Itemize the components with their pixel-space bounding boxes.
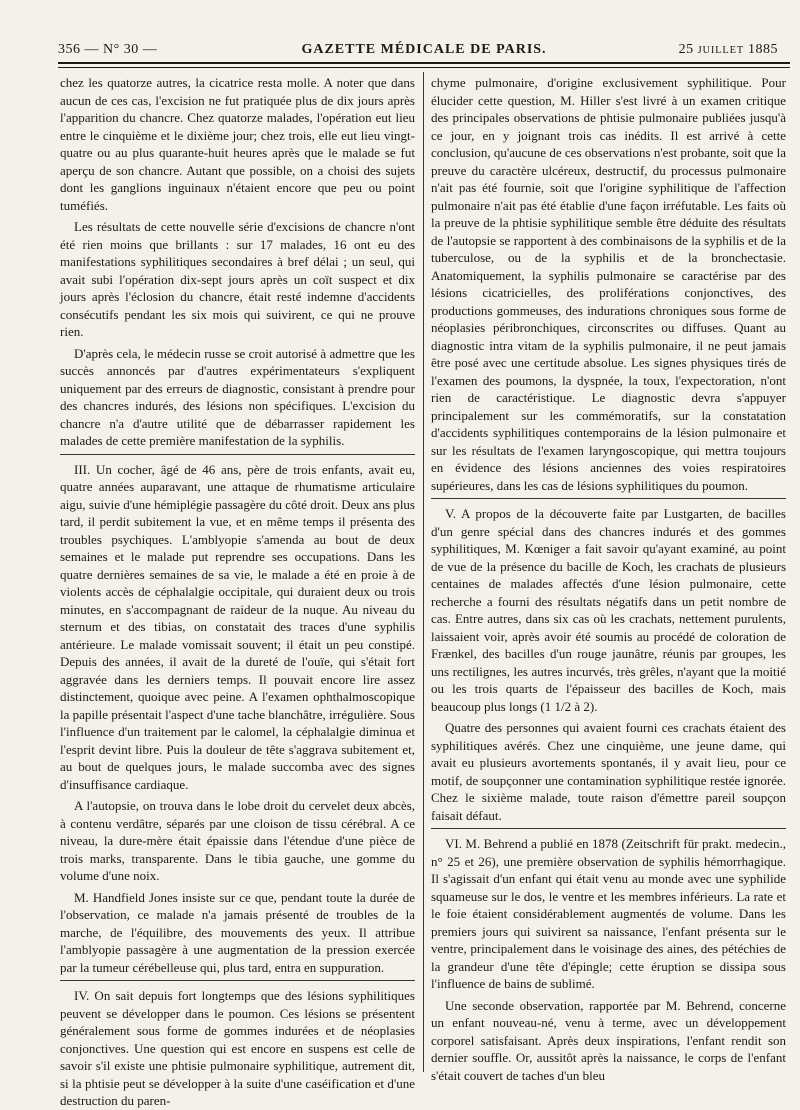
section-v: V. A propos de la découverte faite par Lustgarten, de bacilles d'un genre spécial dans des chancres indurés et des gommes syphilitiques, M. Kœniger a fait savoir qu'ayant examiné, au point de vue de la présence du bacille de Koch, les crachats de plusieurs centaines de malades affectés d'une lésion pulmonaire, cette recherche a fourni des résultats négatifs dans un petit nombre de cas. Entre autres, dans six cas où les crachats, nettement purulents, laissaient voir, après avoir été soumis au procédé de coloration de Frænkel, des bacilles d'un rouge jaunâtre, réunis par groupes, les uns rectilignes, les autres incurvés, très grêles, n'ayant que la moitié ou les trois quarts de l'épaisseur des bacilles de Koch, mais beaucoup plus longs (1 1/2 à 2). (431, 506, 786, 714)
paragraph: M. Handfield Jones insiste sur ce que, pendant toute la durée de l'observation, ce malade n'a jamais présenté de troubles de la marche, de l'équilibre, des mouvements des yeux. Il attribue l'amblyopie passagère à une augmentation de la pression exercée par la tumeur cérébelleuse qui, plus tard, entra en suppuration. (60, 889, 415, 975)
paragraph: Quatre des personnes qui avaient fourni ces crachats étaient des syphilitiques avérés. Chez une cinquième, une jeune dame, qui avait eu plusieurs avortements spontanés, il y avait lieu, pour ce motif, de soupçonner une contamination syphilitique restée ignorée. Chez le sixième malade, toute raison d'émettre pareil soupçon faisait défaut. (431, 720, 786, 823)
header-rule-thin (58, 67, 790, 68)
publication-title: GAZETTE MÉDICALE DE PARIS. (301, 42, 547, 57)
issue-date (679, 42, 778, 58)
right-column (431, 74, 786, 1083)
date-month: JUILLET (697, 45, 744, 56)
section-vi: VI. M. Behrend a publié en 1878 (Zeitschrift für prakt. medecin., n° 25 et 26), une première observation de syphilis hémorrhagique. Il s'agissait d'un enfant qui était venu au monde avec une syphilide squameuse sur le dos, le ventre et les membres inférieurs. La rate et le foie étaient considérablement augmentés de volume. Dans les premiers jours qui suivirent sa naissance, l'enfant présenta sur le ventre, principalement dans le voisinage des aines, des pétéchies de la grandeur d'une tête d'épingle; cette éruption se dissipa sous l'influence de bains de sublimé. (431, 836, 786, 991)
date-day: 25 (678, 42, 694, 57)
section-separator (431, 828, 786, 829)
section-separator (60, 454, 415, 455)
header-rule-thick (58, 62, 790, 64)
date-year: 1885 (748, 42, 778, 57)
column-divider (423, 72, 424, 1072)
section-iv: IV. On sait depuis fort longtemps que des lésions syphilitiques peuvent se développer dans le poumon. Ces lésions se présentent généralement sous forme de gommes indurées et de néoplasies conjonctives. Une question qui est encore en suspens est celle de savoir s'il existe une phtisie pulmonaire syphilitique, autrement dit, si la phtisie peut se développer à la suite d'une caséification et d'une destruction du paren- (60, 988, 415, 1108)
paragraph: Une seconde observation, rapportée par M. Behrend, concerne un enfant nouveau-né, venu à terme, avec un développement corporel satisfaisant. Après deux inspirations, l'enfant rendit son dernier souffle. Or, aussitôt après la naissance, le corps de l'enfant s'était couvert de taches d'un bleu (431, 997, 786, 1083)
section-separator (431, 498, 786, 499)
left-column (60, 74, 415, 1108)
running-header (58, 42, 790, 62)
paragraph: chyme pulmonaire, d'origine exclusivement syphilitique. Pour élucider cette question, M. Hiller s'est livré à un examen critique des principales observations de phtisie pulmonaire publiées jusqu'à ce jour, en y joignant trois cas inédits. Il est arrivé à cette conclusion, qu'aucune de ces observations n'est probante, soit que la preuve du caractère ulcéreux, destructif, du processus pulmonaire n'ait pas été fournie, soit que l'origine syphilitique de l'affection pulmonaire n'ait pas été établie d'une façon irréfutable. Les faits où la preuve de la phtisie syphilitique semble être déduite des résultats de l'autopsie se rapportent à des combinaisons de la syphilis et de la tuberculose, ou de la syphilis et de la bronchectasie. Anatomiquement, la syphilis pulmonaire se caractérise par des lésions cicatricielles, des proliférations conjonctives, des productions gommeuses, des indurations chroniques sous forme de néoplasies péribronchiques, circonscrites ou diffuses. Quant au diagnostic intra vitam de la syphilis pulmonaire, il ne peut jamais être posé avec une certitude absolue. Les signes physiques tirés de l'examen des poumons, la dyspnée, la toux, l'expectoration, n'ont rien de caractéristique. Le diagnostic devra s'appuyer principalement sur les commémoratifs, sur la constatation d'accidents syphilitiques contemporains de la lésion pulmonaire et sur les résultats de l'examen laryngoscopique, qui mettra toujours en évidence des lésions anciennes des voies respiratoires supérieures, dans les cas de lésions syphilitiques du poumon. (431, 75, 786, 493)
paragraph: D'après cela, le médecin russe se croit autorisé à admettre que les succès annoncés par d'autres expérimentateurs s'expliquent uniquement par des erreurs de diagnostic, consistant à prendre pour des chancres indurés, des lésions non spécifiques. L'excision du chancre n'a d'autre utilité que de débarrasser rapidement les malades de cette première manifestation de la syphilis. (60, 345, 415, 448)
page-number: 356 — N° 30 — (58, 42, 158, 57)
paragraph: Les résultats de cette nouvelle série d'excisions de chancre n'ont été rien moins que brillants : sur 17 malades, 16 ont eu des manifestations syphilitiques secondaires à bref délai ; un seul, qui avait subi l'opération dix-sept jours après un coït suspect et dix jours après l'éclosion du chancre, était resté indemne d'accidents consécutifs pendant les six mois qui suivirent, ce qui ne prouve rien. (60, 219, 415, 339)
paragraph: chez les quatorze autres, la cicatrice resta molle. A noter que dans aucun de ces cas, l'excision ne fut pratiquée plus de dix jours après l'apparition du chancre. Chez quatorze malades, l'opération eut lieu entre le cinquième et le dixième jour; chez trois, elle eut lieu vingt-quatre ou au plus quarante-huit heures après que le malade se fut aperçu de son chancre. Autant que possible, on a choisi des sujets dont les ganglions inguinaux n'étaient encore que peu ou point tuméfiés. (60, 75, 415, 213)
section-separator (60, 980, 415, 981)
paragraph: A l'autopsie, on trouva dans le lobe droit du cervelet deux abcès, à contenu verdâtre, séparés par une cloison de tissu cérébral. A ce niveau, la dure-mère était épaissie dans l'étendue d'une pièce de trois marks, transparente. Dans le tibia gauche, une gomme du volume d'une noix. (60, 798, 415, 883)
section-iii: III. Un cocher, âgé de 46 ans, père de trois enfants, avait eu, quatre années auparavant, une attaque de rhumatisme articulaire aigu, suivie d'une hémiplégie passagère du côté droit. Deux ans plus tard, il perdit subitement la vue, et en même temps il présenta des troubles psychiques. L'amblyopie s'amenda au bout de deux semaines et le malade put reprendre ses occupations. Dans les quatre dernières semaines de sa vie, le malade a été en proie à de violents accès de céphalalgie occipitale, qui duraient deux ou trois minutes, en s'accompagnant de raideur de la nuque. Au niveau du sternum et des tibias, on constatait des traces d'une syphilis antérieure. Le malade vomissait souvent; il était un peu constipé. Depuis des années, il avait de la dureté de l'ouïe, qui s'était fort aggravée dans les derniers temps. Il pouvait encore lire assez distinctement, quoique avec peine. A l'examen ophthalmoscopique la papille présentait l'aspect d'une tache blanchâtre, irrégulière. Sous l'influence d'un traitement par le calomel, la céphalalgie diminua et l'esprit devint libre. Puis la douleur de tête s'aggrava subitement et, au bout de quelques jours, le malade succomba avec des signes d'insuffisance cardiaque. (60, 461, 415, 792)
